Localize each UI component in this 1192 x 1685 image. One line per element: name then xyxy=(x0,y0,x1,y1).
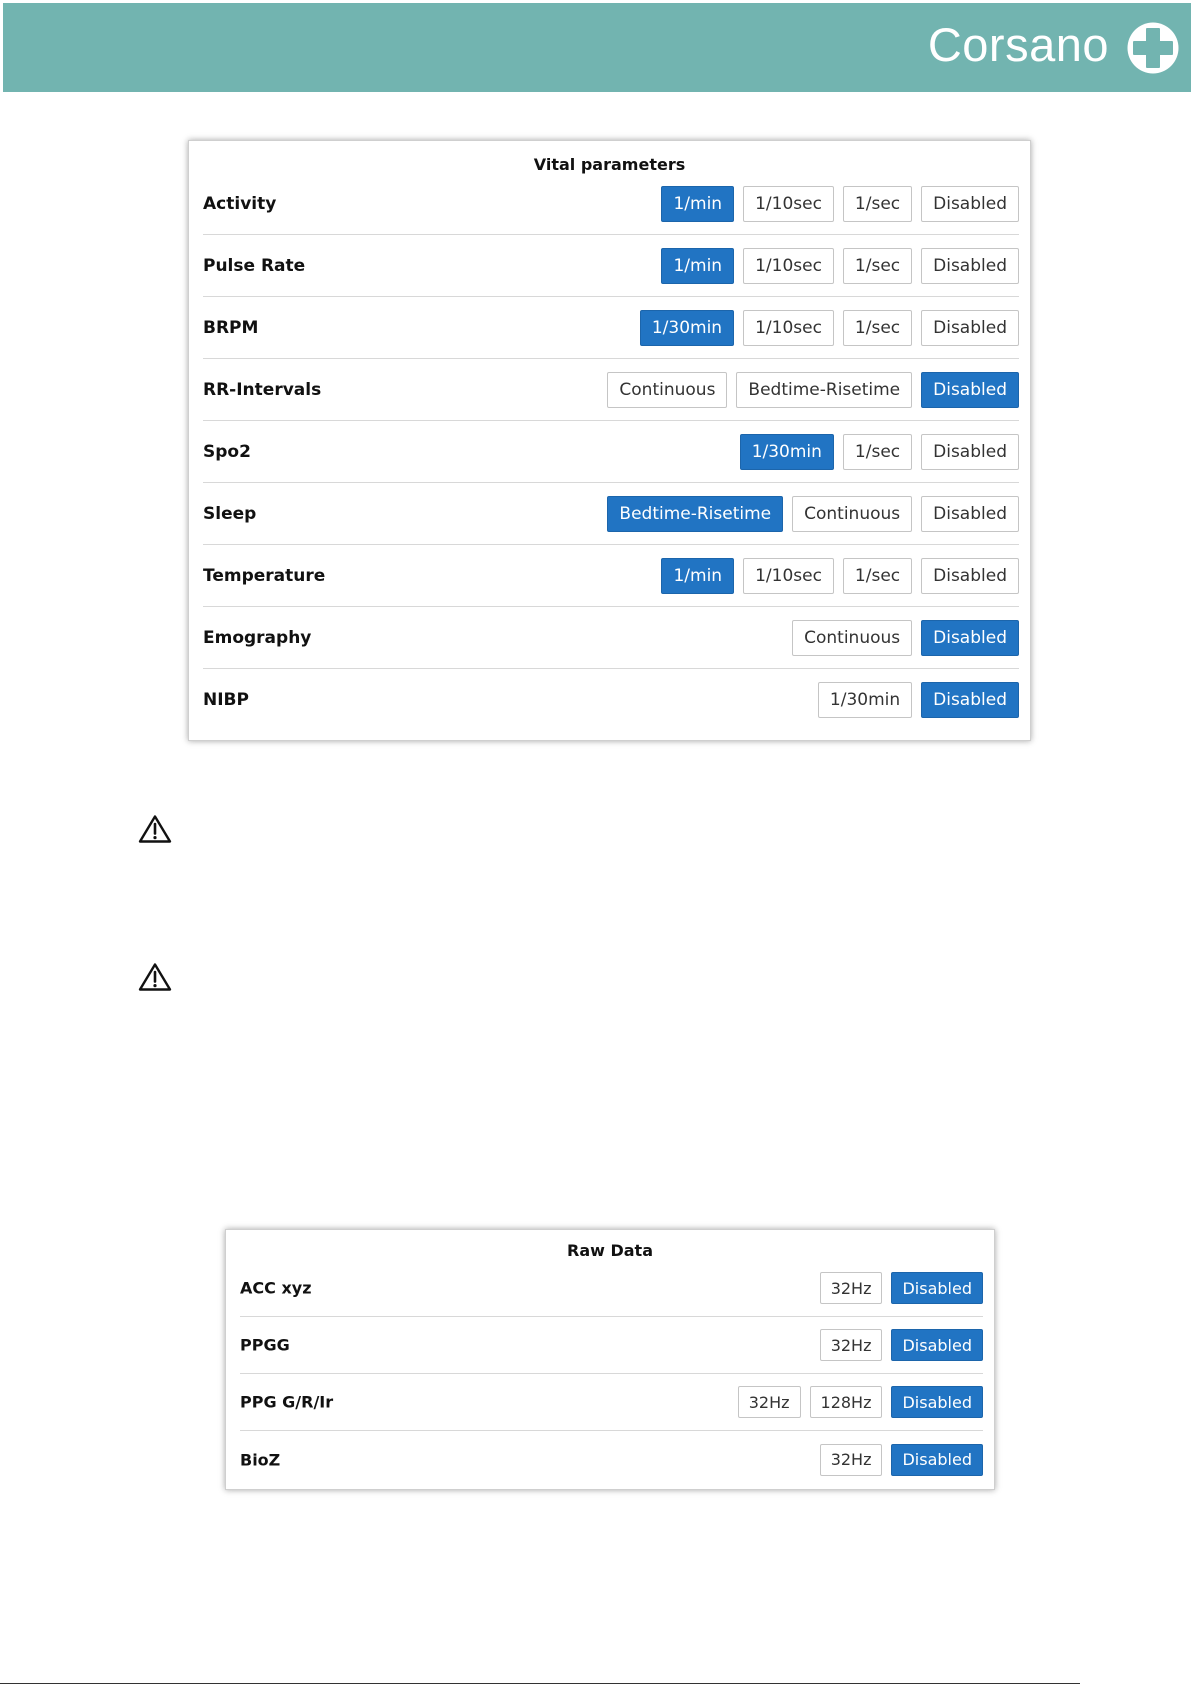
option-button-disabled[interactable]: Disabled xyxy=(921,372,1019,408)
vital-parameters-panel xyxy=(188,140,1031,741)
option-group xyxy=(820,1444,983,1476)
option-button-1-30min[interactable]: 1/30min xyxy=(740,434,834,470)
setting-label: Pulse Rate xyxy=(203,255,306,276)
setting-row-nibp xyxy=(203,669,1019,731)
option-button-1-10sec[interactable]: 1/10sec xyxy=(743,186,834,222)
setting-label: Activity xyxy=(203,193,277,214)
option-button-disabled[interactable]: Disabled xyxy=(921,682,1019,718)
option-button-disabled[interactable]: Disabled xyxy=(891,1272,983,1304)
option-button-disabled[interactable]: Disabled xyxy=(921,558,1019,594)
option-button-32hz[interactable]: 32Hz xyxy=(820,1444,883,1476)
option-button-1-sec[interactable]: 1/sec xyxy=(843,310,912,346)
option-group xyxy=(738,1386,983,1418)
setting-row-acc-xyz xyxy=(240,1260,983,1317)
setting-row-pulse-rate xyxy=(203,235,1019,297)
setting-label: BioZ xyxy=(240,1450,281,1469)
option-group xyxy=(818,682,1019,718)
option-button-disabled[interactable]: Disabled xyxy=(891,1386,983,1418)
setting-label: RR-Intervals xyxy=(203,379,322,400)
option-group xyxy=(607,496,1019,532)
setting-label: BRPM xyxy=(203,317,259,338)
option-button-32hz[interactable]: 32Hz xyxy=(738,1386,801,1418)
option-button-1-30min[interactable]: 1/30min xyxy=(818,682,912,718)
setting-row-activity xyxy=(203,173,1019,235)
setting-label: Sleep xyxy=(203,503,257,524)
option-button-1-sec[interactable]: 1/sec xyxy=(843,558,912,594)
setting-row-temperature xyxy=(203,545,1019,607)
option-button-disabled[interactable]: Disabled xyxy=(921,620,1019,656)
option-button-disabled[interactable]: Disabled xyxy=(921,434,1019,470)
option-button-continuous[interactable]: Continuous xyxy=(792,496,912,532)
option-button-continuous[interactable]: Continuous xyxy=(792,620,912,656)
option-button-128hz[interactable]: 128Hz xyxy=(810,1386,883,1418)
setting-row-bioz xyxy=(240,1431,983,1488)
option-button-1-min[interactable]: 1/min xyxy=(661,248,734,284)
raw-data-panel xyxy=(225,1229,995,1490)
option-group xyxy=(740,434,1019,470)
setting-label: PPGG xyxy=(240,1335,290,1355)
medical-cross-icon xyxy=(1126,21,1180,75)
option-button-disabled[interactable]: Disabled xyxy=(921,310,1019,346)
option-button-disabled[interactable]: Disabled xyxy=(891,1444,983,1476)
warning-triangle-icon xyxy=(138,814,172,844)
option-button-1-30min[interactable]: 1/30min xyxy=(640,310,734,346)
setting-label: NIBP xyxy=(203,690,249,710)
setting-row-emography xyxy=(203,607,1019,669)
setting-row-ppg-g-r-ir xyxy=(240,1374,983,1431)
option-button-disabled[interactable]: Disabled xyxy=(921,186,1019,222)
option-button-1-sec[interactable]: 1/sec xyxy=(843,248,912,284)
option-group xyxy=(661,248,1019,284)
option-button-bedtime-risetime[interactable]: Bedtime-Risetime xyxy=(736,372,912,408)
option-button-1-sec[interactable]: 1/sec xyxy=(843,434,912,470)
option-button-32hz[interactable]: 32Hz xyxy=(820,1272,883,1304)
vital-parameters-title: Vital parameters xyxy=(533,155,686,174)
option-group xyxy=(820,1272,983,1304)
option-button-disabled[interactable]: Disabled xyxy=(921,496,1019,532)
setting-row-spo2 xyxy=(203,421,1019,483)
option-group xyxy=(640,310,1019,346)
option-button-disabled[interactable]: Disabled xyxy=(921,248,1019,284)
option-group xyxy=(661,558,1019,594)
setting-label: Emography xyxy=(203,627,312,648)
option-group xyxy=(820,1329,983,1361)
warning-triangle-icon xyxy=(138,962,172,992)
brand-name: Corsano xyxy=(927,18,1109,71)
setting-row-brpm xyxy=(203,297,1019,359)
option-button-32hz[interactable]: 32Hz xyxy=(820,1329,883,1361)
option-group xyxy=(661,186,1019,222)
option-group xyxy=(607,372,1019,408)
option-group xyxy=(792,620,1019,656)
setting-row-sleep xyxy=(203,483,1019,545)
setting-label: ACC xyz xyxy=(240,1278,312,1298)
brand-header xyxy=(3,3,1191,92)
option-button-1-min[interactable]: 1/min xyxy=(661,186,734,222)
setting-row-ppgg xyxy=(240,1317,983,1374)
option-button-1-sec[interactable]: 1/sec xyxy=(843,186,912,222)
option-button-1-10sec[interactable]: 1/10sec xyxy=(743,310,834,346)
setting-label: PPG G/R/Ir xyxy=(240,1392,334,1412)
raw-data-title: Raw Data xyxy=(567,1241,653,1260)
setting-label: Spo2 xyxy=(203,441,251,462)
option-button-1-10sec[interactable]: 1/10sec xyxy=(743,248,834,284)
option-button-bedtime-risetime[interactable]: Bedtime-Risetime xyxy=(607,496,783,532)
setting-label: Temperature xyxy=(203,565,326,586)
setting-row-rr-intervals xyxy=(203,359,1019,421)
option-button-disabled[interactable]: Disabled xyxy=(891,1329,983,1361)
option-button-1-min[interactable]: 1/min xyxy=(661,558,734,594)
option-button-continuous[interactable]: Continuous xyxy=(607,372,727,408)
footer-divider xyxy=(0,1683,1080,1684)
option-button-1-10sec[interactable]: 1/10sec xyxy=(743,558,834,594)
